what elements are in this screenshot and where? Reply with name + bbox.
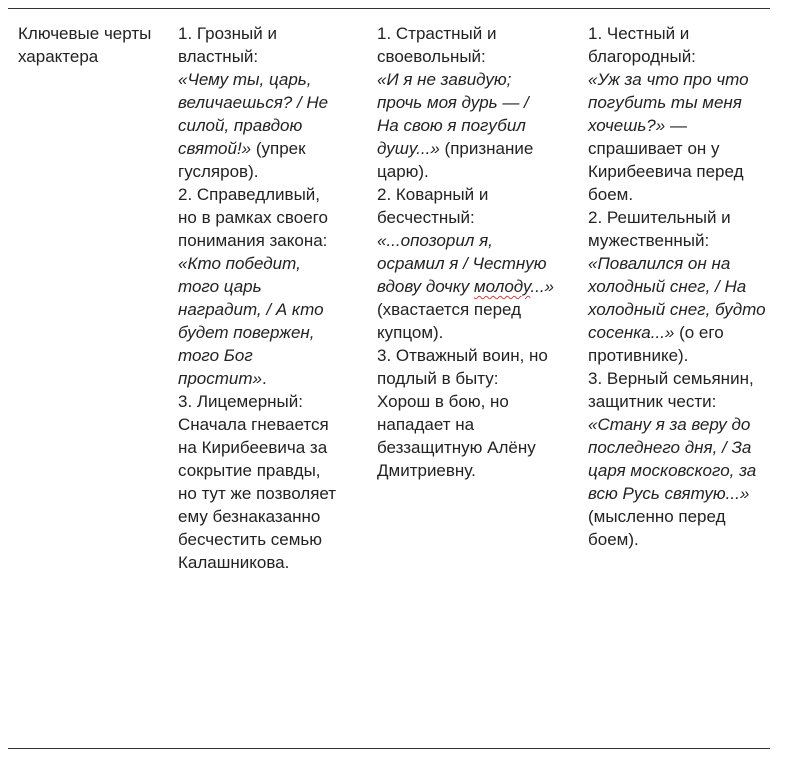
trait-note: (признание царю). <box>377 139 534 181</box>
trait-quote: «И я не завидую; прочь моя дурь — / На свою я погубил душу...» <box>377 70 529 158</box>
trait-note: (упрек гусляров). <box>178 139 306 181</box>
trait-heading: 2. Справедливый, но в рамках своего понимания закона: <box>178 185 328 250</box>
trait-text: Сначала гневается на Кирибеевича за сокрытие правды, но тут же позволяет ему безнаказанно бесчестить семью Калашникова. <box>178 415 337 572</box>
trait-heading: 1. Честный и благородный: <box>588 24 696 66</box>
trait-note: . <box>262 369 267 388</box>
trait-quote: «Повалился он на холодный снег, / На холодный снег, будто сосенка...» <box>588 254 766 342</box>
trait-note: — спрашивает он у Кирибеевича перед боем. <box>588 116 744 204</box>
trait-heading: 1. Страстный и своевольный: <box>377 24 497 66</box>
trait-heading: 2. Решительный и мужественный: <box>588 208 731 250</box>
trait-note: (хвастается перед купцом). <box>377 300 522 342</box>
table-top-rule <box>8 8 770 9</box>
row-label-cell <box>18 22 158 68</box>
trait-heading: 2. Коварный и бесчестный: <box>377 185 489 227</box>
trait-note: (о его противнике). <box>588 323 724 365</box>
trait-quote <box>377 231 554 296</box>
table-bottom-rule <box>8 748 770 749</box>
trait-text: Хорош в бою, но нападает на беззащитную Алёну Дмитриевну. <box>377 392 536 480</box>
trait-heading: 1. Грозный и властный: <box>178 24 277 66</box>
spellcheck-word: молоду <box>474 277 531 296</box>
trait-quote: «Стану я за веру до последнего дня, / За царя московского, за всю Русь святую...» <box>588 415 757 503</box>
kiribeevich-traits-cell <box>377 22 555 482</box>
trait-heading: 3. Верный семьянин, защитник чести: <box>588 369 754 411</box>
quote-part: ...» <box>530 277 555 296</box>
trait-quote: «Уж за что про что погубить ты меня хочешь?» <box>588 70 749 135</box>
trait-note: (мысленно перед боем). <box>588 507 726 549</box>
row-label: Ключевые черты характера <box>18 24 152 66</box>
trait-heading: 3. Отважный воин, но подлый в быту: <box>377 346 548 388</box>
tsar-traits-cell <box>178 22 340 574</box>
quote-part: «...опозорил я, осрамил я / Честную вдову дочку <box>377 231 547 296</box>
trait-quote: «Чему ты, царь, величаешься? / Не силой, правдою святой!» <box>178 70 329 158</box>
kalashnikov-traits-cell <box>588 22 776 551</box>
trait-quote: «Кто победит, того царь наградит, / А кто будет повержен, того Бог простит» <box>178 254 324 388</box>
trait-heading: 3. Лицемерный: <box>178 392 303 411</box>
